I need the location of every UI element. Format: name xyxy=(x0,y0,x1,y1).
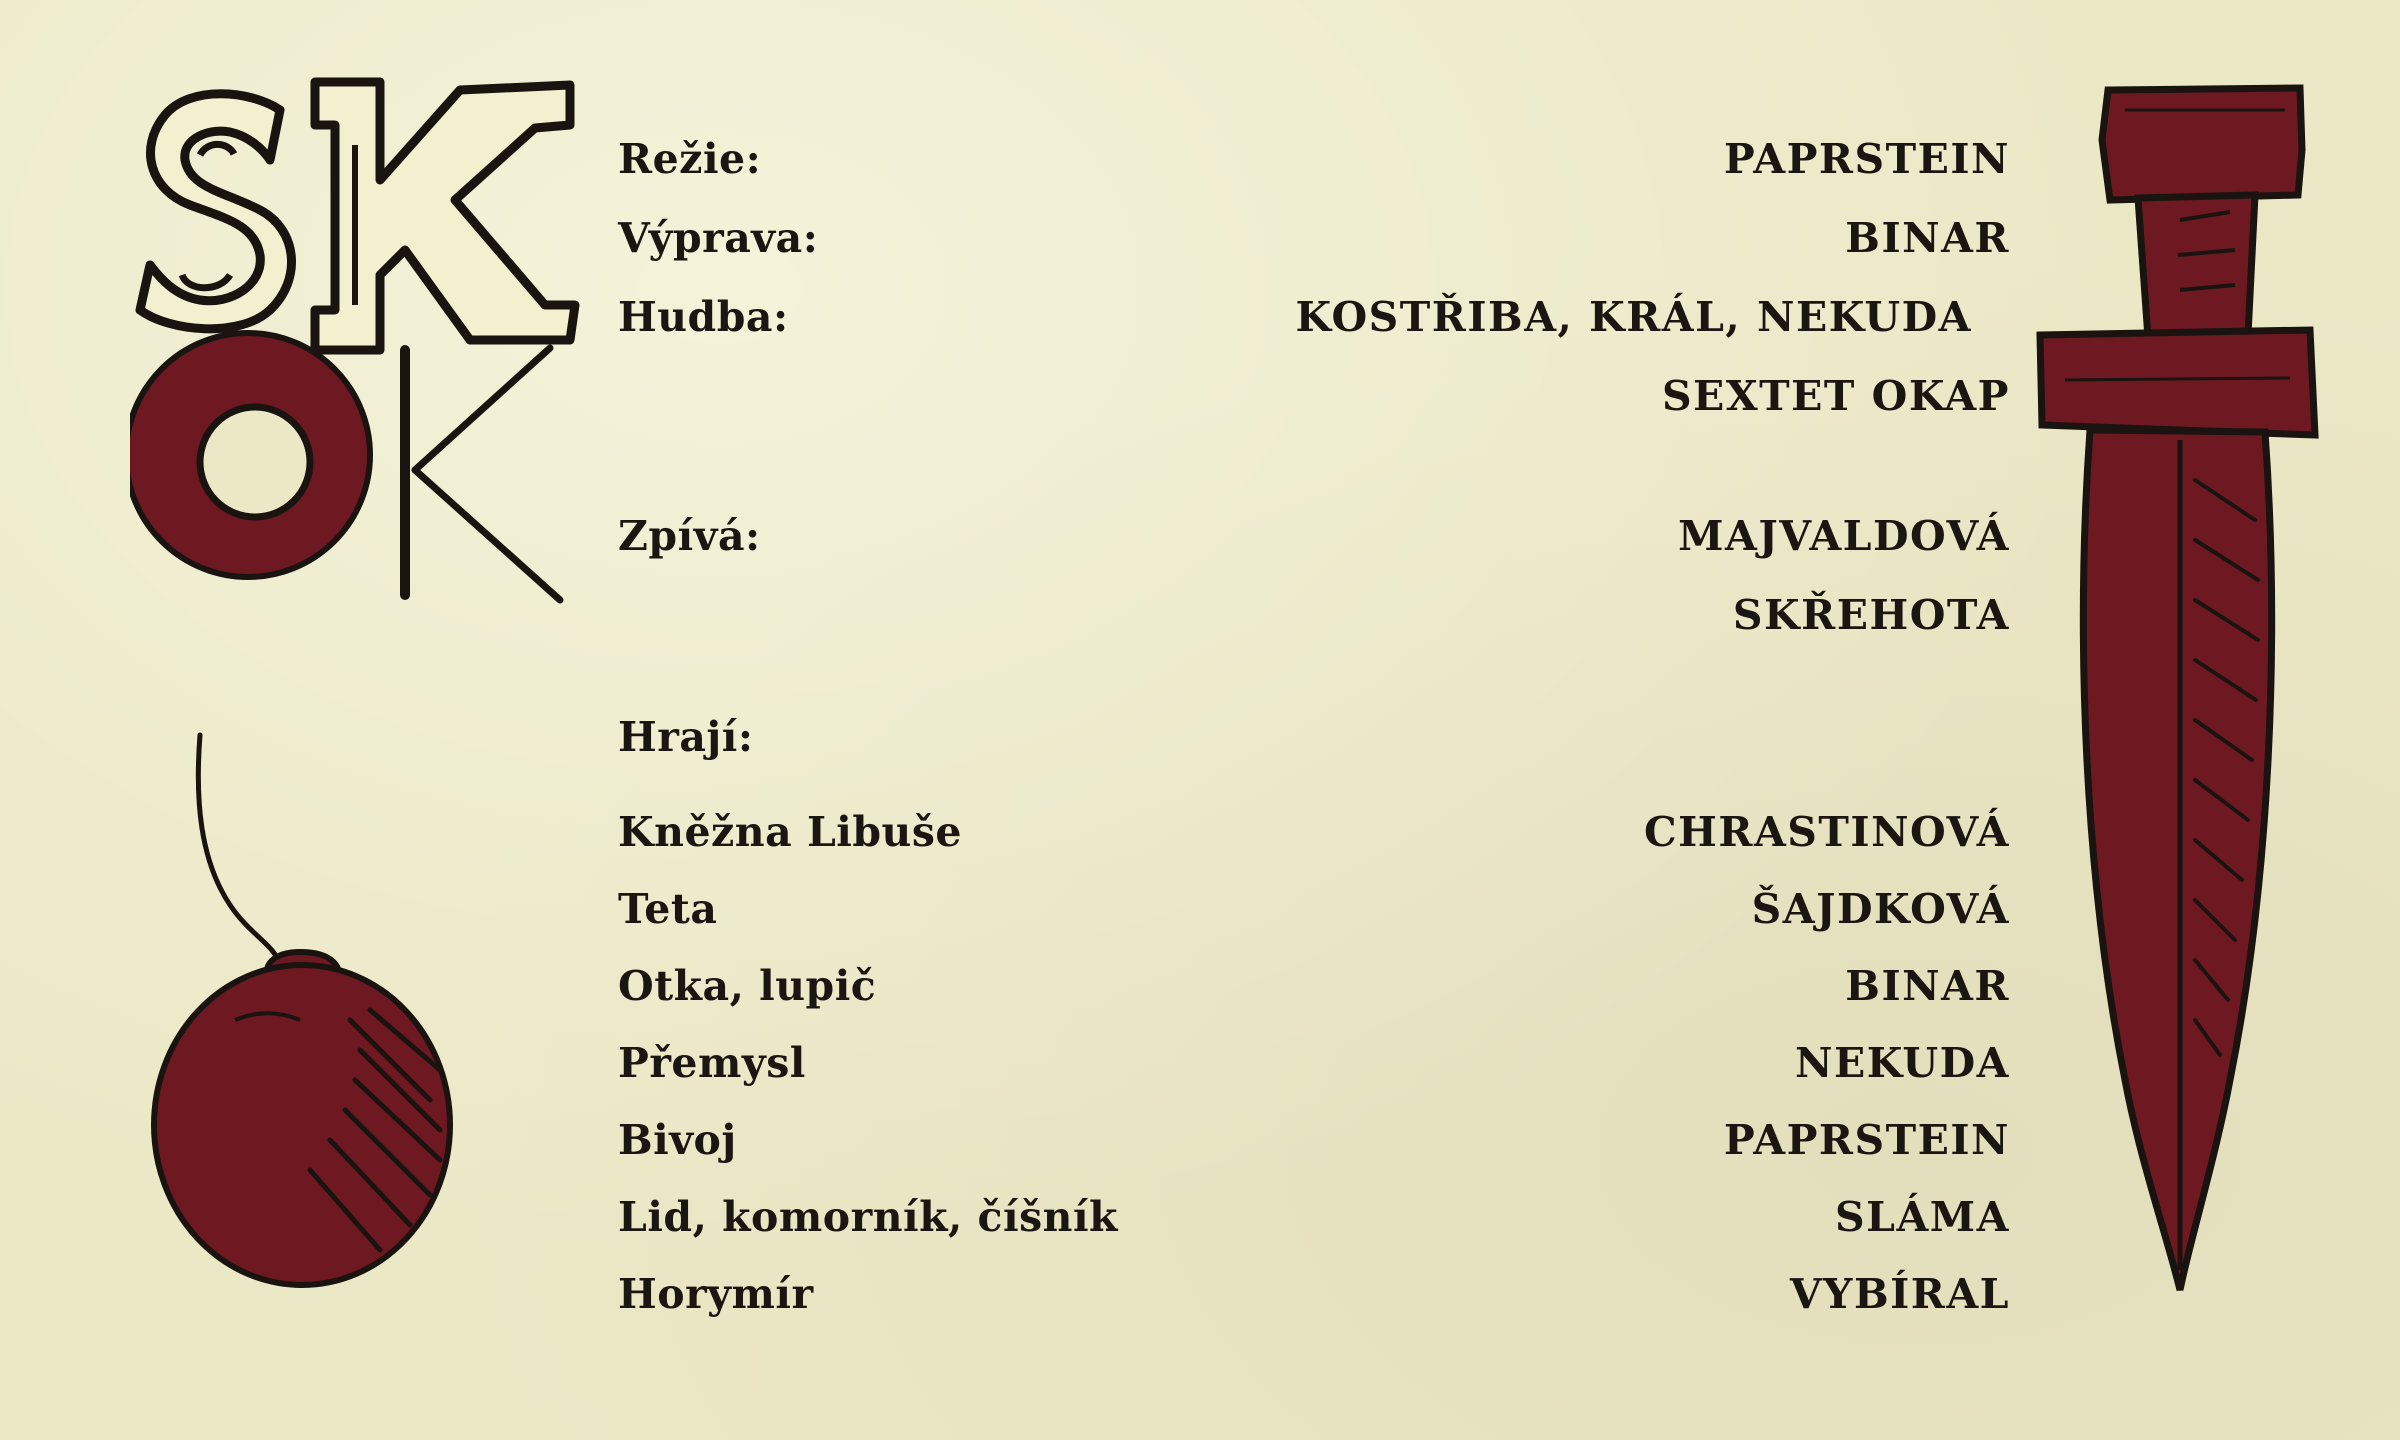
credit-value: PAPRSTEIN xyxy=(1723,135,2010,183)
credit-label: Kněžna Libuše xyxy=(618,808,963,856)
credit-value: VYBÍRAL xyxy=(1789,1270,2010,1318)
credit-label: Režie: xyxy=(618,135,762,183)
sword-icon xyxy=(2030,80,2330,1310)
credit-value: SLÁMA xyxy=(1835,1193,2010,1241)
skok-logo xyxy=(130,70,590,610)
credit-row-vyprava xyxy=(618,207,2010,269)
credit-label: Otka, lupič xyxy=(618,962,877,1010)
credit-label: Přemysl xyxy=(618,1039,806,1087)
credit-row-teta xyxy=(618,878,2010,940)
credit-row-bivoj xyxy=(618,1109,2010,1171)
credit-label: Výprava: xyxy=(618,214,819,262)
credit-row-knezna-libuse xyxy=(618,801,2010,863)
bomb-icon xyxy=(140,720,470,1320)
credit-value: BINAR xyxy=(1845,962,2010,1010)
credit-row-hudba-cont xyxy=(618,365,2010,427)
credit-row-premysl xyxy=(618,1032,2010,1094)
credit-row-otka-lupic xyxy=(618,955,2010,1017)
credit-row-horymir xyxy=(618,1263,2010,1325)
credit-label: Lid, komorník, číšník xyxy=(618,1193,1118,1241)
credit-row-hudba xyxy=(618,286,2010,348)
credit-row-lid xyxy=(618,1186,2010,1248)
credit-row-zpiva xyxy=(618,505,2010,567)
credit-value: BINAR xyxy=(1845,214,2010,262)
credit-row-hraji xyxy=(618,706,2010,768)
credit-value: SKŘEHOTA xyxy=(1732,591,2010,639)
credit-value: CHRASTINOVÁ xyxy=(1644,808,2010,856)
credit-value: MAJVALDOVÁ xyxy=(1678,512,2010,560)
credit-label: Hrají: xyxy=(618,713,754,761)
credit-label: Bivoj xyxy=(618,1116,737,1164)
credit-row-rezie xyxy=(618,128,2010,190)
credit-value: KOSTŘIBA, KRÁL, NEKUDA xyxy=(1295,293,1972,341)
credit-row-zpiva-cont xyxy=(618,584,2010,646)
credit-label: Horymír xyxy=(618,1270,814,1318)
credit-value: ŠAJDKOVÁ xyxy=(1751,885,2010,933)
credit-value: PAPRSTEIN xyxy=(1723,1116,2010,1164)
credit-label: Hudba: xyxy=(618,293,789,341)
credit-label: Zpívá: xyxy=(618,512,761,560)
credit-label: Teta xyxy=(618,885,718,933)
credit-value: NEKUDA xyxy=(1794,1039,2010,1087)
credit-value: SEXTET OKAP xyxy=(1661,372,2010,420)
